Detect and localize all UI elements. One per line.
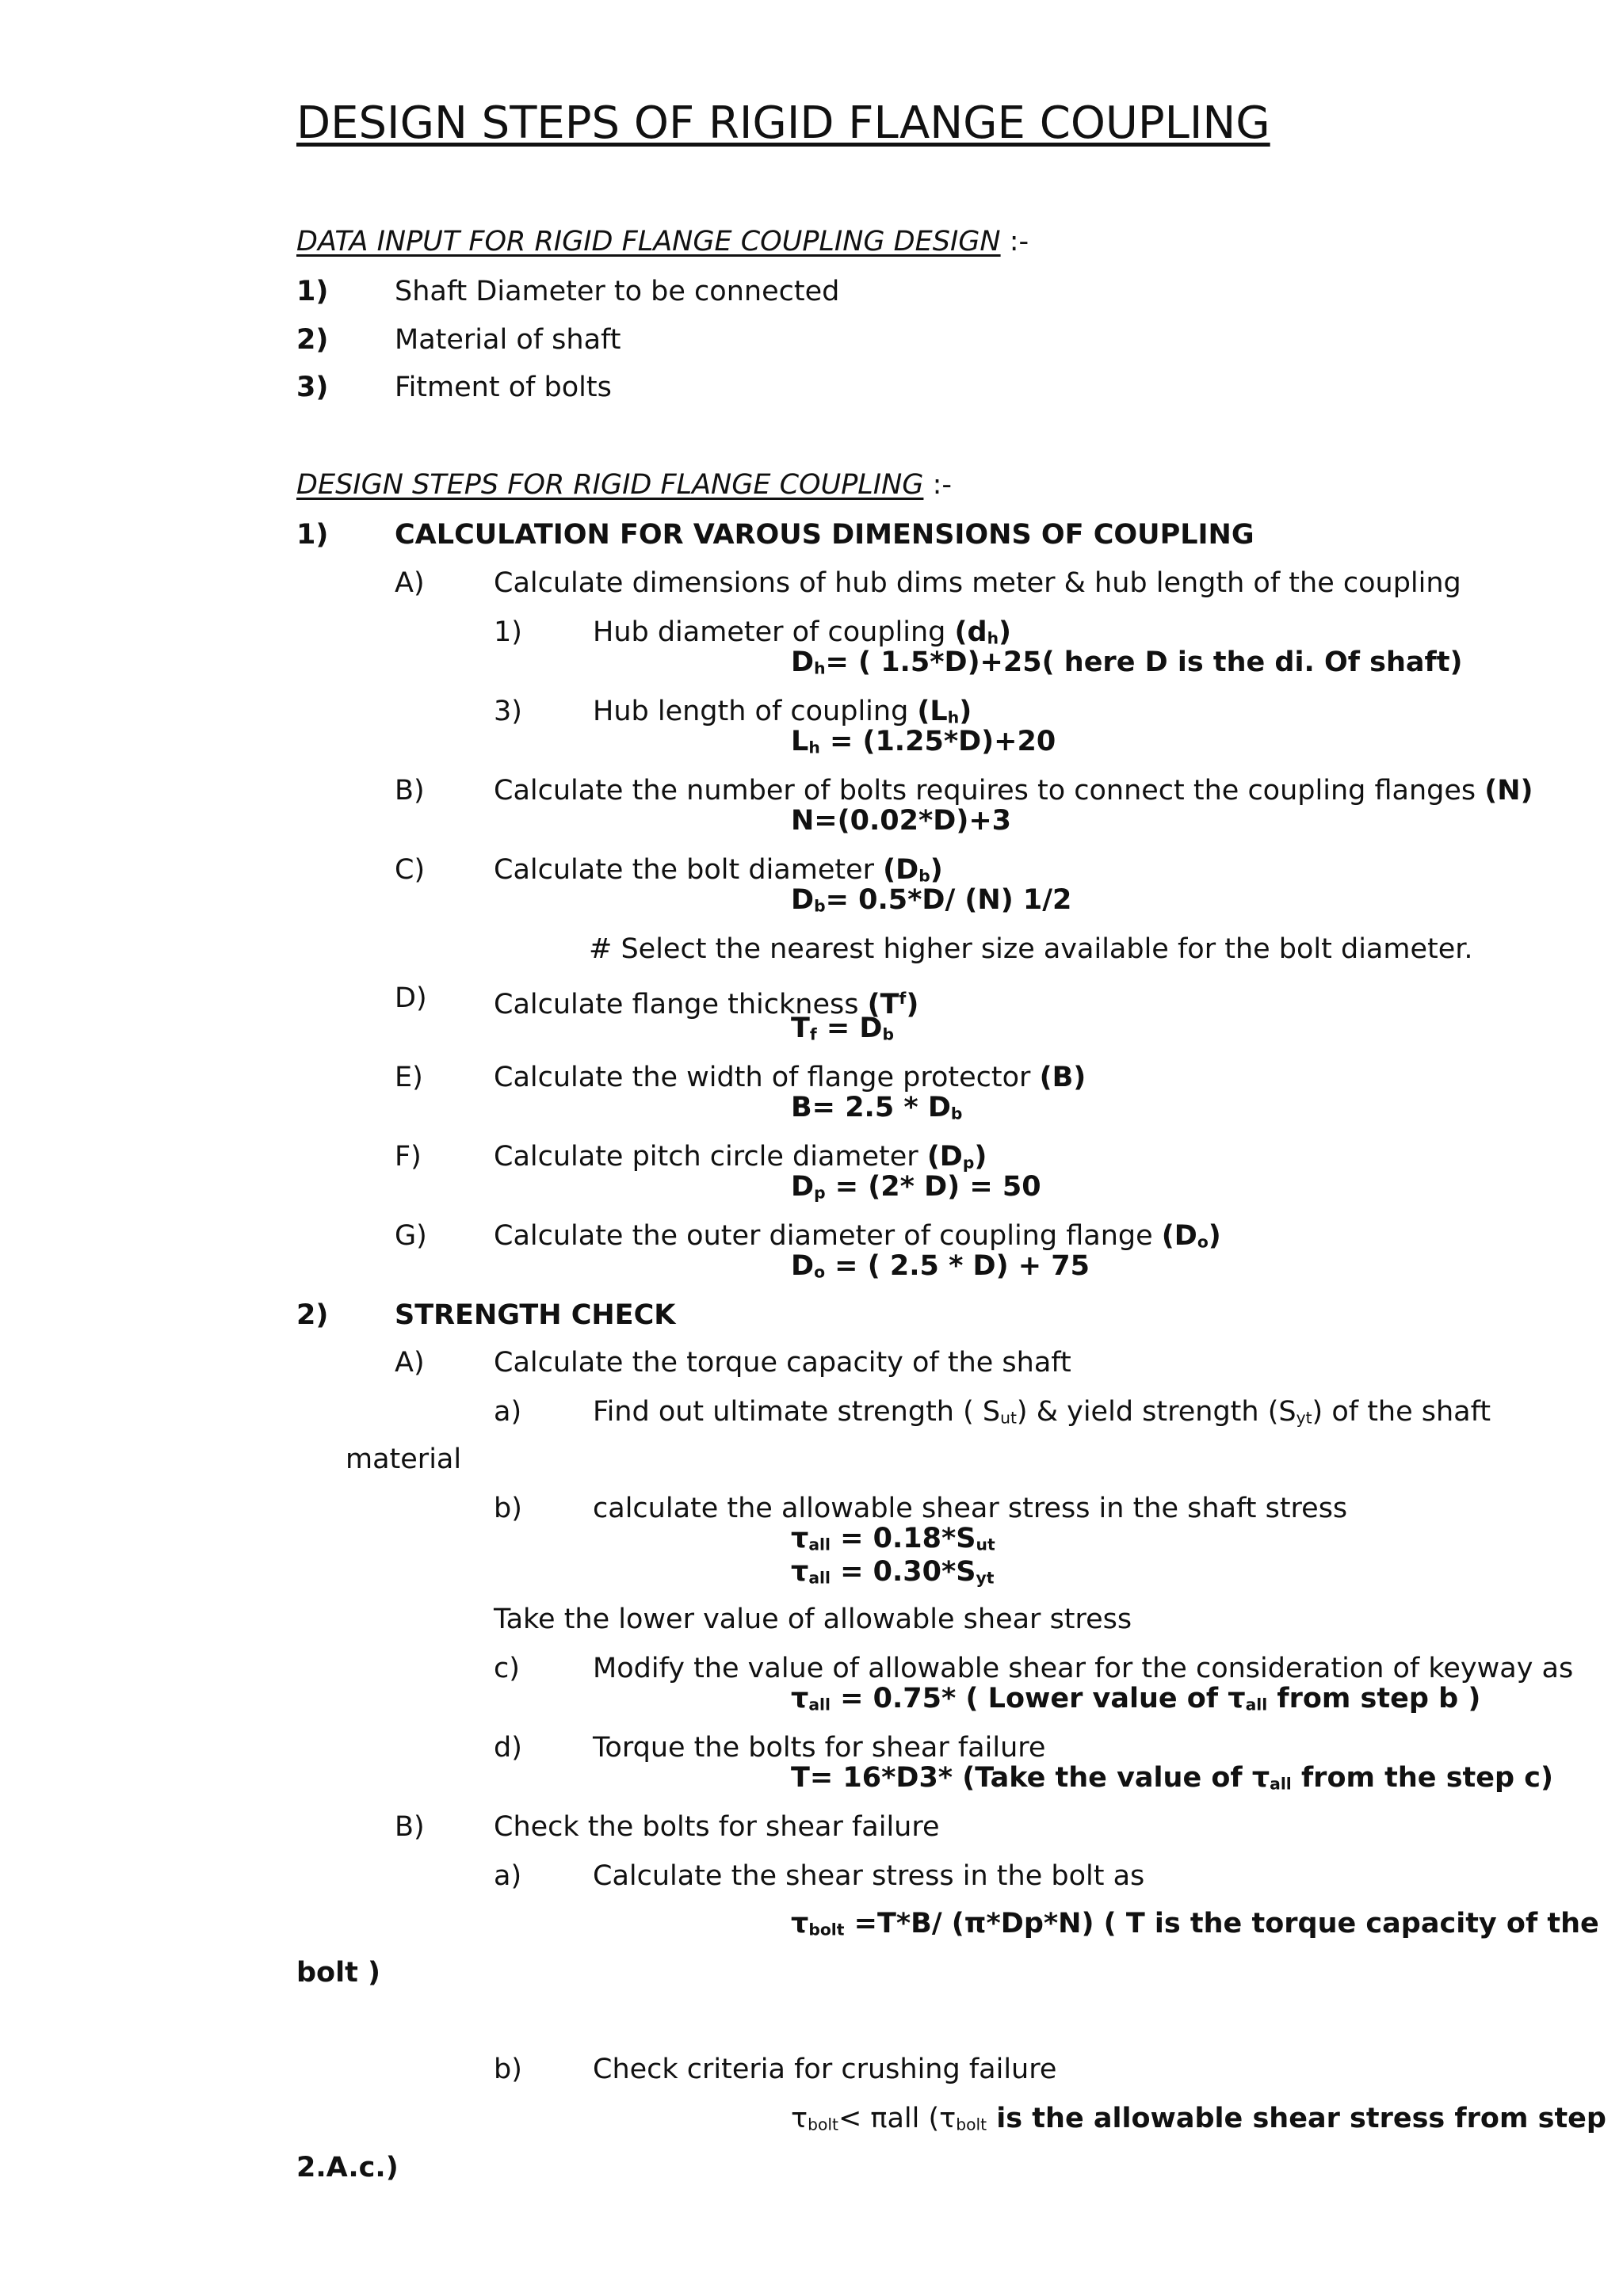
formula-part: =T*B/ (π*Dp*N) ( T is the torque capacity of the	[844, 1908, 1599, 1939]
formula-part: = (2* D) = 50	[825, 1171, 1041, 1203]
formula-part: = 0.75* ( Lower value of τ	[830, 1683, 1246, 1714]
formula-part: = D	[816, 1013, 883, 1044]
sub-item-text: Calculate the shear stress in the bolt as	[593, 1860, 1145, 1892]
step-letter: A)	[395, 567, 425, 599]
subscript: b	[882, 1024, 894, 1044]
step-letter: D)	[395, 982, 427, 1014]
sub-item-num: d)	[494, 1732, 522, 1764]
data-input-item-num: 3)	[296, 372, 329, 403]
formula	[791, 724, 1056, 765]
formula-part: = 0.5*D/ (N) 1/2	[825, 884, 1072, 916]
step-letter: C)	[395, 854, 426, 886]
step-letter: B)	[395, 1811, 425, 1843]
step-letter: A)	[395, 1347, 425, 1379]
subscript: b	[918, 866, 930, 886]
symbol-close: )	[974, 1141, 987, 1173]
formula-part: τ	[791, 1523, 809, 1554]
subscript: h	[947, 707, 960, 727]
sub-item-label: Hub length of coupling	[593, 696, 918, 727]
subscript: p	[814, 1183, 826, 1203]
symbol: (d	[954, 616, 987, 648]
step-text	[494, 1060, 1086, 1095]
subscript: yt	[1296, 1408, 1312, 1428]
step-text	[494, 773, 1533, 808]
subscript: b	[814, 896, 826, 916]
subscript: all	[1270, 1774, 1292, 1794]
subscript: all	[808, 1695, 831, 1714]
formula-part: B= 2.5 * D	[791, 1092, 951, 1123]
sub-item-text: Torque the bolts for shear failure	[593, 1732, 1046, 1764]
formula	[791, 883, 1071, 924]
subscript: h	[987, 628, 999, 648]
text-part: ) & yield strength (S	[1016, 1396, 1296, 1428]
formula-part: < πall (τ	[838, 2103, 957, 2134]
subscript: f	[809, 1024, 817, 1044]
formula	[791, 1249, 1090, 1290]
step-text: Check the bolts for shear failure	[494, 1811, 940, 1843]
data-input-item-text: Fitment of bolts	[395, 372, 612, 403]
step-letter: F)	[395, 1141, 422, 1173]
formula-part: is the allowable shear stress from step	[987, 2103, 1606, 2134]
step-label: Calculate flange thickness	[494, 989, 868, 1021]
subscript: ut	[1000, 1408, 1017, 1428]
step-text: Calculate the torque capacity of the shaft	[494, 1347, 1071, 1379]
formula-part: T	[791, 1013, 810, 1044]
formula	[791, 1011, 894, 1052]
text-part: Find out ultimate strength ( S	[593, 1396, 1001, 1428]
sub-item-text: Modify the value of allowable shear for the consideration of keyway as	[593, 1653, 1574, 1684]
formula-part: τ	[791, 1908, 809, 1939]
symbol-close: )	[906, 989, 919, 1021]
formula-part: from the step c)	[1291, 1762, 1553, 1794]
formula-part: D	[791, 1171, 815, 1203]
symbol: (D	[926, 1141, 963, 1173]
design-steps-heading-suffix: :-	[923, 469, 952, 501]
data-input-item-num: 1)	[296, 276, 329, 307]
step-label: Calculate the bolt diameter	[494, 854, 884, 886]
subscript: ut	[976, 1535, 995, 1554]
subscript: p	[962, 1153, 975, 1173]
design-steps-heading	[296, 467, 952, 502]
subscript: all	[808, 1535, 831, 1554]
step-label: Calculate pitch circle diameter	[494, 1141, 927, 1173]
formula-part: = ( 1.5*D)+25( here D is the di. Of shaft)	[825, 646, 1463, 678]
subscript: h	[814, 658, 826, 678]
subscript: bolt	[808, 2115, 838, 2134]
step-letter: G)	[395, 1220, 427, 1252]
symbol-close: )	[930, 854, 943, 886]
formula-part: D	[791, 646, 815, 678]
symbol: (L	[917, 696, 948, 727]
sub-item-num: a)	[494, 1396, 522, 1428]
symbol: (D	[1161, 1220, 1197, 1252]
formula	[791, 1760, 1553, 1802]
subscript: bolt	[808, 1920, 845, 1939]
subscript: o	[1197, 1232, 1209, 1252]
section-2-title: STRENGTH CHECK	[395, 1299, 676, 1331]
design-steps-heading-text: DESIGN STEPS FOR RIGID FLANGE COUPLING	[296, 469, 924, 501]
formula-part: τ	[791, 1683, 809, 1714]
step-label: Calculate the width of flange protector	[494, 1062, 1040, 1093]
formula-part: T= 16*D3* (Take the value of τ	[791, 1762, 1270, 1794]
symbol: (B)	[1039, 1062, 1086, 1093]
sub-item-num: a)	[494, 1860, 522, 1892]
subscript: yt	[976, 1568, 995, 1588]
data-input-item-text: Shaft Diameter to be connected	[395, 276, 840, 307]
symbol: (T	[867, 989, 899, 1021]
sub-item-num: b)	[494, 2054, 522, 2085]
sub-item-text: calculate the allowable shear stress in the shaft stress	[593, 1493, 1348, 1524]
sub-item-num: c)	[494, 1653, 520, 1684]
formula	[791, 2101, 1606, 2142]
data-input-item-num: 2)	[296, 324, 329, 356]
data-input-item-text: Material of shaft	[395, 324, 621, 356]
section-2-num: 2)	[296, 1299, 329, 1331]
formula	[791, 1554, 994, 1596]
section-1-num: 1)	[296, 519, 329, 551]
formula-part: = 0.18*S	[830, 1523, 976, 1554]
step-label: Calculate the number of bolts requires to connect the coupling flanges	[494, 775, 1485, 807]
note-text: # Select the nearest higher size available for the bolt diameter.	[589, 933, 1473, 965]
wrapped-text: material	[346, 1444, 462, 1475]
text-part: ) of the shaft	[1312, 1396, 1491, 1428]
superscript: f	[899, 989, 907, 1008]
subscript: b	[950, 1104, 963, 1123]
sub-item-num: b)	[494, 1493, 522, 1524]
formula-part: = (1.25*D)+20	[819, 726, 1056, 757]
formula-part: D	[791, 884, 815, 916]
formula-part: D	[791, 1250, 815, 1282]
formula-part: τ	[791, 2103, 808, 2134]
symbol-close: )	[1208, 1220, 1221, 1252]
sub-item-num: 1)	[494, 616, 522, 648]
symbol-close: )	[959, 696, 972, 727]
page-title: DESIGN STEPS OF RIGID FLANGE COUPLING	[296, 97, 1270, 149]
step-label: Calculate the outer diameter of coupling flange	[494, 1220, 1162, 1252]
formula-part: τ	[791, 1556, 809, 1588]
subscript: all	[1245, 1695, 1268, 1714]
step-letter: B)	[395, 775, 425, 807]
section-1-title: CALCULATION FOR VAROUS DIMENSIONS OF COUPLING	[395, 519, 1254, 551]
formula	[791, 1906, 1599, 1947]
formula	[791, 645, 1462, 686]
subscript: o	[814, 1262, 825, 1282]
formula: N=(0.02*D)+3	[791, 805, 1012, 837]
subscript: bolt	[956, 2115, 987, 2134]
sub-item-text: Check criteria for crushing failure	[593, 2054, 1057, 2085]
formula-part: from step b )	[1267, 1683, 1481, 1714]
subscript: h	[808, 738, 820, 757]
wrapped-text: bolt )	[296, 1957, 381, 1989]
symbol-close: )	[999, 616, 1012, 648]
formula	[791, 1681, 1480, 1722]
data-input-heading-text: DATA INPUT FOR RIGID FLANGE COUPLING DESIGN	[296, 226, 1001, 257]
formula-part: L	[791, 726, 809, 757]
sub-item-text	[593, 1394, 1491, 1436]
symbol: (D	[883, 854, 919, 886]
data-input-heading	[296, 224, 1029, 259]
wrapped-text: 2.A.c.)	[296, 2152, 399, 2183]
note-text: Take the lower value of allowable shear stress	[494, 1604, 1132, 1635]
data-input-heading-suffix: :-	[1000, 226, 1029, 257]
sub-item-label: Hub diameter of coupling	[593, 616, 955, 648]
step-letter: E)	[395, 1062, 423, 1093]
formula-part: = 0.30*S	[830, 1556, 976, 1588]
symbol: (N)	[1484, 775, 1533, 807]
sub-item-num: 3)	[494, 696, 522, 727]
formula	[791, 1090, 962, 1131]
formula-part: = ( 2.5 * D) + 75	[825, 1250, 1090, 1282]
step-text: Calculate dimensions of hub dims meter & hub length of the coupling	[494, 567, 1461, 599]
subscript: all	[808, 1568, 831, 1588]
formula	[791, 1169, 1041, 1211]
